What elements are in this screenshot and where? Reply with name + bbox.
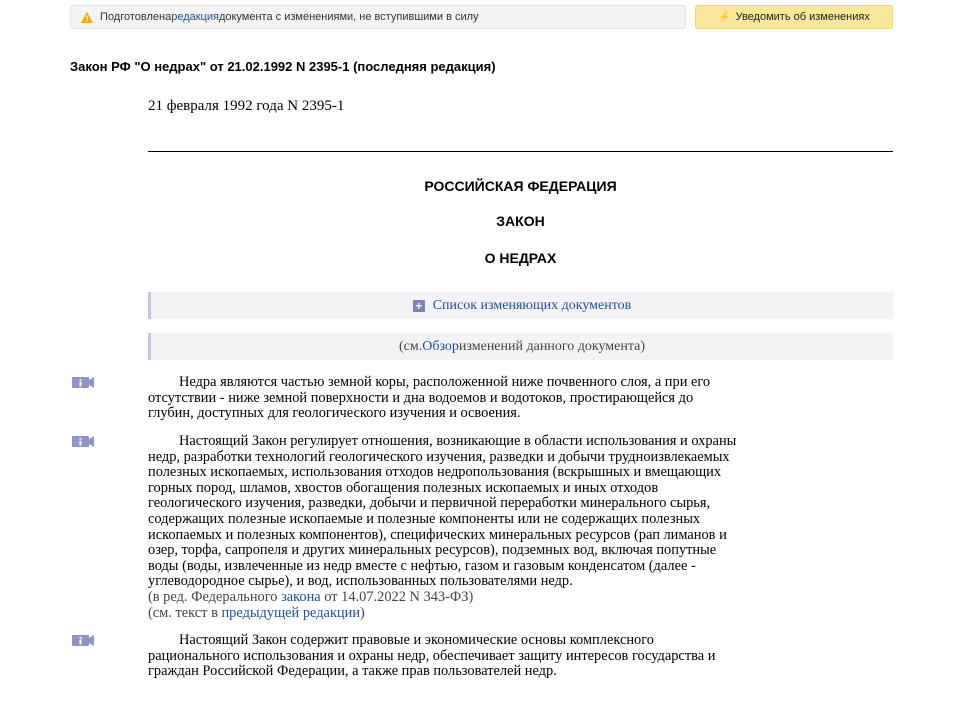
paragraph-line: глубин, доступных для геологического изучения и освоения.: [148, 405, 521, 422]
paragraph-foundations: [148, 633, 893, 680]
heading-law: ЗАКОН: [496, 213, 545, 229]
paragraph-info-icon[interactable]: [72, 377, 94, 388]
notice-edition-link[interactable]: редакция: [171, 11, 219, 23]
heading-subject: О НЕДРАХ: [484, 250, 557, 266]
previous-suffix: ): [360, 604, 365, 621]
header-divider: [148, 151, 893, 152]
warning-icon: [81, 12, 93, 23]
notify-changes-button[interactable]: [695, 5, 893, 29]
notify-changes-label: Уведомить об изменениях: [735, 11, 870, 23]
amendment-note: [148, 590, 893, 606]
paragraph-line: горных пород, шламов, хвостов обогащения полезных ископаемых и иных отходов: [148, 479, 659, 496]
previous-prefix: (см. текст в: [148, 604, 222, 621]
paragraph-line: геологического изучения, разведки, добычи и первичной переработки минерального сырья,: [148, 495, 711, 512]
paragraph-line: Настоящий Закон регулирует отношения, возникающие в области использования и охраны: [179, 433, 737, 449]
notice-suffix: документа с изменениями, не вступившими в силу: [218, 11, 479, 23]
previous-edition-link[interactable]: предыдущей редакции: [221, 604, 361, 621]
expand-plus-icon[interactable]: +: [413, 300, 425, 312]
overview-prefix: (см.: [398, 338, 423, 354]
previous-edition-note: [148, 606, 893, 622]
paragraph-line: воды (воды, извлеченные из недр вместе с нефтью, газом и газовым конденсатом (далее -: [148, 557, 696, 574]
paragraph-line: углеводородное сырье), и вод, использованных пользователями недр.: [148, 573, 573, 590]
paragraph-info-icon[interactable]: [72, 436, 94, 447]
amendment-law-link[interactable]: закона: [281, 588, 321, 605]
paragraph-line: полезных ископаемых, использования отходов недропользования (вскрышных и вмещающих: [148, 464, 722, 481]
paragraph-line: Недра являются частью земной коры, расположенной ниже почвенного слоя, а при его: [179, 374, 711, 390]
paragraph-scope: [148, 434, 893, 621]
paragraph-line: недр, разработки технологий геологического изучения, разведки и добычи трудноизвлекаемых: [148, 448, 730, 465]
amendment-prefix: (в ред. Федерального: [148, 588, 282, 605]
paragraph-line: отсутствии - ниже земной поверхности и дна водоемов и водотоков, простирающейся до: [148, 389, 694, 406]
paragraph-info-icon[interactable]: [72, 635, 94, 646]
document-title: Закон РФ "О недрах" от 21.02.1992 N 2395-1 (последняя редакция): [70, 59, 496, 74]
amendment-suffix: от 14.07.2022 N 343-ФЗ): [320, 588, 474, 605]
heading-federation: РОССИЙСКАЯ ФЕДЕРАЦИЯ: [424, 178, 617, 194]
overview-link[interactable]: Обзор: [422, 338, 459, 354]
paragraph-definition: [148, 375, 893, 422]
overview-box: [148, 333, 893, 360]
paragraph-line: граждан Российской Федерации, а также прав пользователей недр.: [148, 663, 557, 680]
changes-list-box[interactable]: [148, 292, 893, 319]
notice-prefix: Подготовлена: [100, 11, 172, 23]
document-date-line: 21 февраля 1992 года N 2395-1: [148, 98, 345, 114]
paragraph-line: ископаемых и полезных компонентов), специфических минеральных ресурсов (рап лиманов и: [148, 526, 727, 543]
paragraph-line: содержащих полезные ископаемые и полезные компоненты или не содержащих полезных: [148, 510, 701, 527]
paragraph-line: Настоящий Закон содержит правовые и экономические основы комплексного: [179, 632, 654, 648]
paragraph-line: рационального использования и охраны недр, обеспечивает защиту интересов государства и: [148, 647, 716, 664]
draft-notice-bar: [70, 5, 686, 29]
overview-suffix: изменений данного документа): [458, 338, 645, 354]
paragraph-line: озер, торфа, сапропеля и других минеральных ресурсов), подземных вод, включая попутные: [148, 542, 717, 559]
lightning-icon: ⚡: [718, 11, 731, 23]
changes-list-link[interactable]: Список изменяющих документов: [432, 297, 632, 313]
